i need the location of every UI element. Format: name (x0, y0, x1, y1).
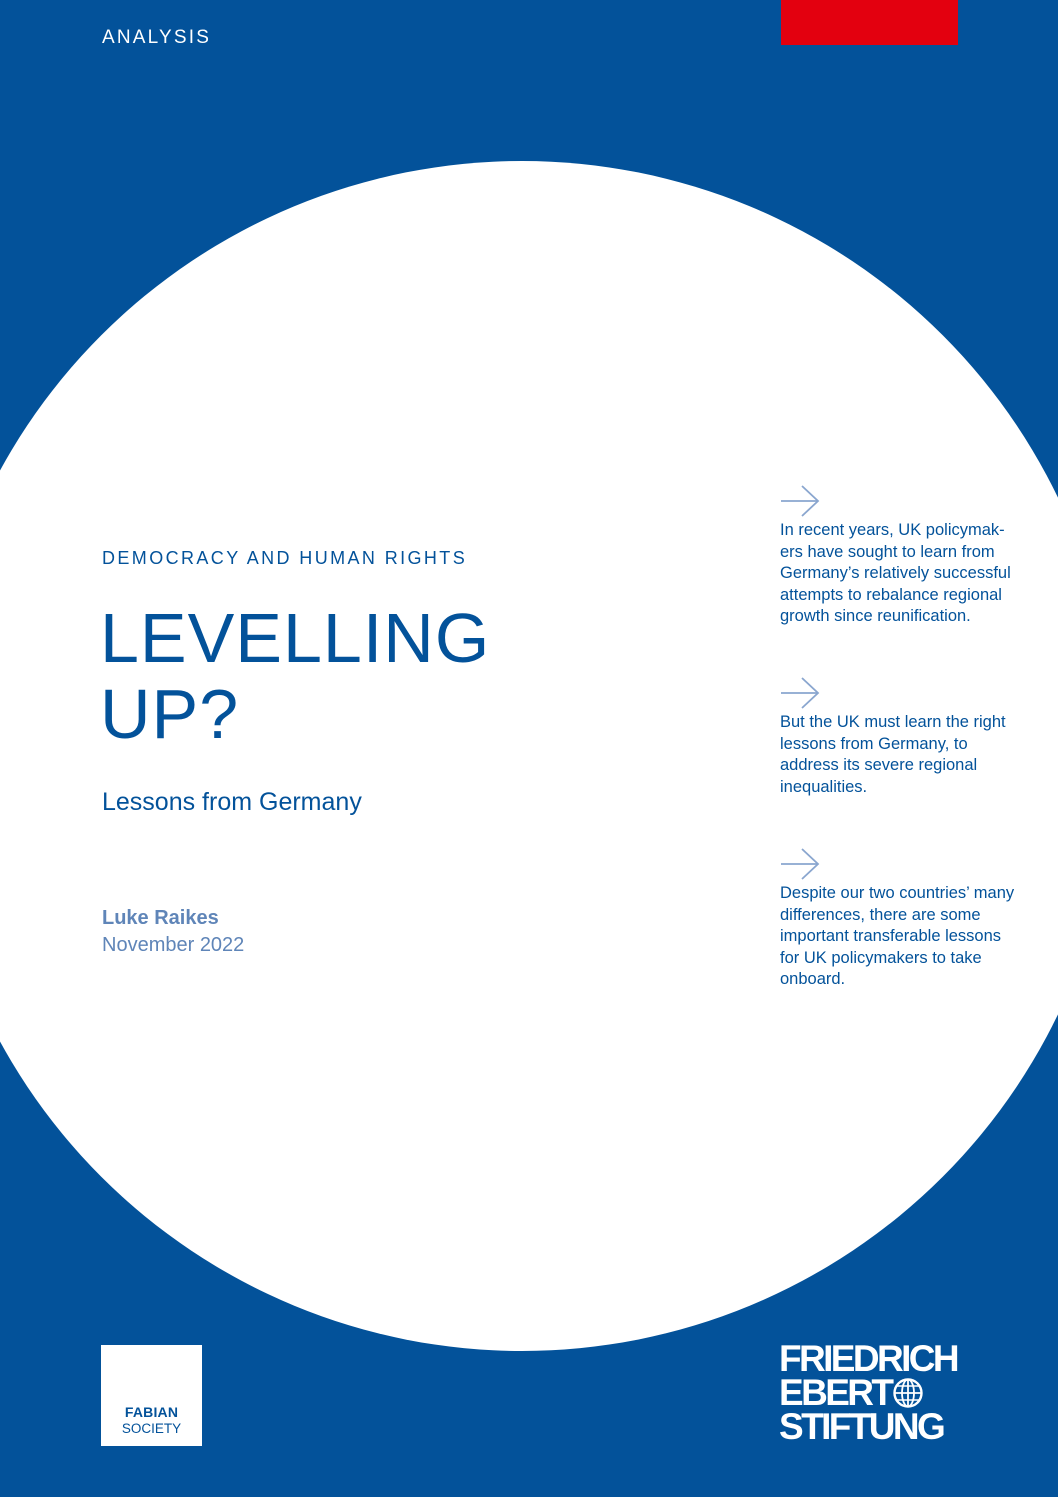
arrow-right-icon (780, 676, 820, 710)
title-line-1: LEVELLING (100, 599, 491, 677)
page-title (100, 600, 660, 752)
key-point-text: In recent years, UK policymak- ers have sought to learn from Germany’s relatively successful attempts to rebalance regional growth since reunification. (780, 521, 1011, 625)
key-point-text: But the UK must learn the right lessons from Germany, to address its severe regional inequalities. (780, 713, 1006, 796)
key-point-2 (780, 676, 1020, 798)
fabian-logo-line-1: FABIAN (124, 1404, 179, 1420)
series-label: ANALYSIS (102, 27, 212, 48)
fabian-society-logo (101, 1345, 202, 1446)
fabian-logo-line-2: SOCIETY (121, 1421, 182, 1436)
arrow-right-icon (780, 484, 820, 518)
topic-label: DEMOCRACY AND HUMAN RIGHTS (102, 548, 468, 568)
fes-logo-line-3: STIFTUNG (779, 1406, 944, 1447)
author-name: Luke Raikes (102, 907, 219, 929)
globe-icon (892, 1377, 924, 1409)
red-accent-bar (781, 0, 958, 45)
fes-logo-line-2: EBERT (779, 1372, 892, 1413)
publication-date: November 2022 (102, 934, 245, 956)
friedrich-ebert-stiftung-logo (779, 1338, 964, 1447)
arrow-right-icon (780, 847, 820, 881)
key-point-3 (780, 847, 1020, 991)
subtitle: Lessons from Germany (102, 788, 362, 816)
key-point-text: Despite our two countries’ many differences, there are some important transferable lessons for UK policymakers to take onboard. (780, 884, 1015, 988)
fes-logo-line-1: FRIEDRICH (779, 1338, 958, 1379)
fes-logo-line-2-row (779, 1372, 964, 1413)
title-line-2: UP? (100, 675, 240, 753)
key-point-1 (780, 484, 1020, 628)
